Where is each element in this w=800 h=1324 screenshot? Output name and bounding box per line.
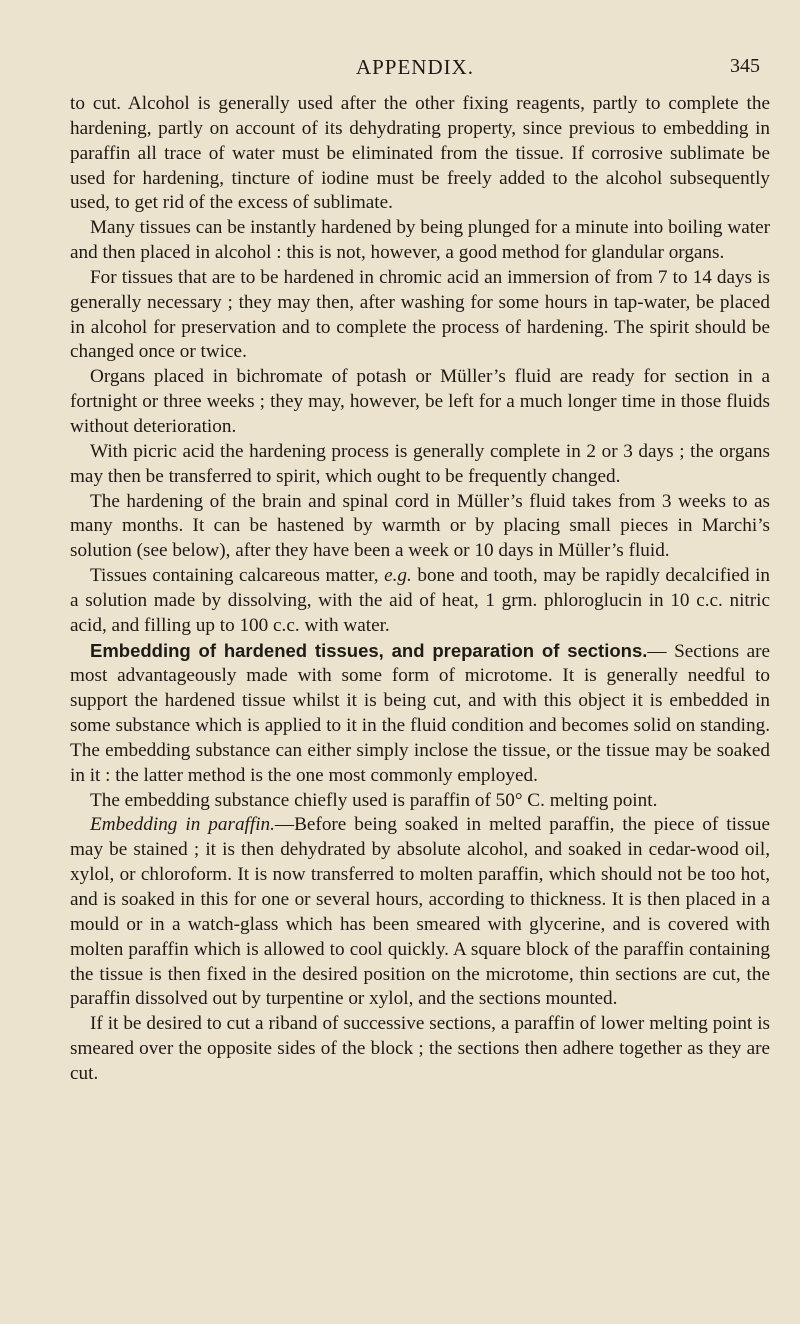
paragraph-bichromate: Organs placed in bichromate of potash or Müller’s fluid are ready for section in a fortnight or three weeks ; they may, however, be left for a much longer time in those fluids without deterioration. — [70, 366, 770, 437]
paragraph-text: —Before being soaked in melted paraffin, the piece of tissue may be stained ; it is then dehydrated by absolute alcohol, and soaked in cedar-wood oil, xylol, or chloroform. It is now transferred to molten paraffin, which should not be too hot, and is soaked in this for one or several hours, according to thickness. It is then placed in a mould or in a watch-glass which has been smeared with glycerine, and is covered with molten paraffin which is allowed to cool quickly. A square block of the paraffin containing the tissue is then fixed in the desired position on the microtome, thin sections are cut, the paraffin dissolved out by turpentine or xylol, and the sections mounted. — [70, 814, 770, 1010]
running-title: APPENDIX. — [355, 55, 475, 79]
italic-term: e.g. — [384, 565, 412, 587]
paragraph-alcohol: to cut. Alcohol is generally used after the other fixing reagents, partly to complete the hardening, partly on account of its dehydrating property, since previous to embedding in paraffin all trace of water must be eliminated from the tissue. If corrosive sublimate be used for hardening, tincture of iodine must be freely added to the alcohol subsequently used, to get rid of the excess of sublimate. — [70, 93, 770, 214]
paragraph-boiling-water: Many tissues can be instantly hardened by being plunged for a minute into boiling water and then placed in alcohol : this is not, however, a good method for glandular organs. — [70, 217, 770, 264]
paragraph-text: — Sections are most advantageously made with some form of microtome. It is generally needful to support the hardened tissue whilst it is being cut, and with this object it is embedded in some substance which is applied to it in the fluid condition and becomes solid on standing. The embedding substance can either simply inclose the tissue, or the tissue may be soaked in it : the latter method is the one most commonly employed. — [70, 640, 770, 786]
page-number: 345 — [730, 55, 760, 77]
running-head — [70, 55, 760, 83]
paragraph-embedding-in-paraffin — [70, 813, 770, 1012]
paragraph-text: Tissues containing calcareous matter, — [90, 565, 385, 587]
paragraph-embedding-heading — [70, 639, 770, 789]
paragraph-brain-spinal-cord: The hardening of the brain and spinal cord in Müller’s fluid takes from 3 weeks to as many months. It can be hastened by warmth or by placing small pieces in Marchi’s solution (see below), after they have been a week or 10 days in Müller’s fluid. — [70, 490, 770, 562]
paragraph-decalcification — [70, 564, 770, 639]
paragraph-text: bone and tooth, may be rapidly decalcified in a solution made by dissolving, with the aid of heat, 1 grm. phloroglucin in 10 c.c. nitric acid, and filling up to 100 c.c. with water. — [70, 565, 770, 636]
paragraph-picric-acid: With picric acid the hardening process is generally complete in 2 or 3 days ; the organs may then be transferred to spirit, which ought to be frequently changed. — [70, 440, 770, 487]
body-text — [70, 92, 770, 1087]
paragraph-embedding-substance: The embedding substance chiefly used is paraffin of 50° C. melting point. — [90, 789, 658, 811]
paragraph-chromic-acid: For tissues that are to be hardened in chromic acid an immersion of from 7 to 14 days is generally necessary ; they may then, after washing for some hours in tap-water, be placed in alcohol for preservation and to complete the process of hardening. The spirit should be changed once or twice. — [70, 266, 770, 363]
paragraph-riband: If it be desired to cut a riband of successive sections, a paraffin of lower melting point is smeared over the opposite sides of the block ; the sections then adhere together as they are cut. — [70, 1013, 770, 1084]
italic-subheading: Embedding in paraffin. — [90, 814, 275, 836]
section-heading: Embedding of hardened tissues, and preparation of sections. — [90, 639, 648, 661]
